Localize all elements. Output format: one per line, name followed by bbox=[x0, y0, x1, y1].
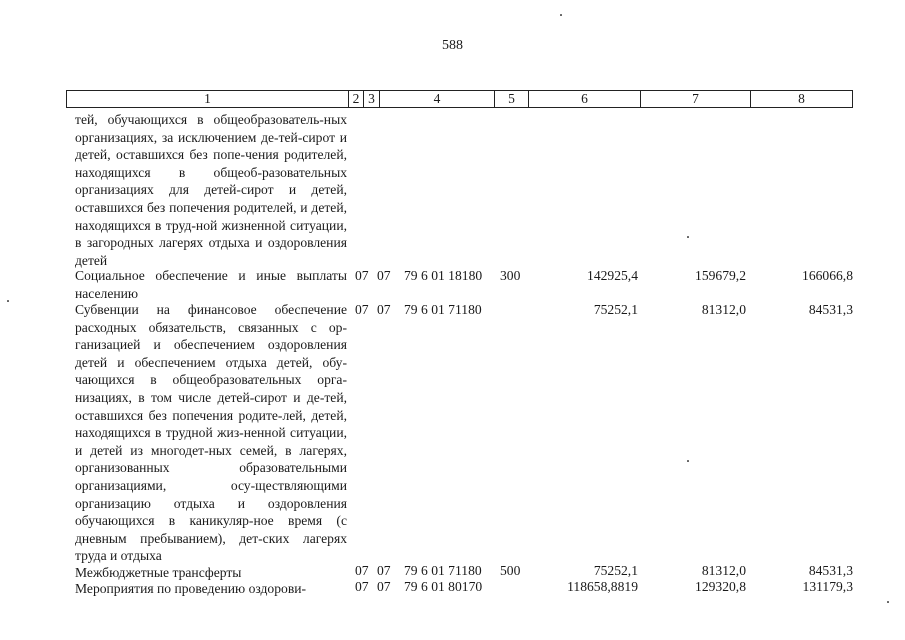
scan-speck bbox=[887, 601, 889, 603]
amount-col-8: 166066,8 bbox=[802, 268, 853, 283]
target-article-code: 79 6 01 71180 bbox=[404, 302, 482, 317]
table-row-description: Социальное обеспечение и иные выплаты населению bbox=[75, 268, 347, 301]
subsection-code: 07 bbox=[377, 268, 391, 283]
amount-col-6: 142925,4 bbox=[587, 268, 638, 283]
amount-col-6: 118658,8819 bbox=[567, 579, 638, 594]
column-header-5: 5 bbox=[508, 91, 515, 106]
section-code: 07 bbox=[355, 579, 369, 594]
table-row-description: Субвенции на финансовое обеспечение расходных обязательств, связанных с ор-ганизацией и обеспечением оздоровления детей и обеспечением отдыха детей, обу-чающихся в общеобразовательных орга-низациях, в том числе детей-сирот и де-тей, оставшихся без попечения родите-лей, детей, находящихся в трудной жиз-ненной ситуации, и детей из многодет-ных семей, в лагерях, организованных образовательными организациями, осу-ществляющими организацию отдыха и оздоровления обучающихся в каникуляр-ное время (с дневным пребыванием), дет-ских лагерях труда и отдыха bbox=[75, 302, 347, 564]
section-code: 07 bbox=[355, 563, 369, 578]
scan-speck bbox=[560, 14, 562, 16]
amount-col-7: 159679,2 bbox=[695, 268, 746, 283]
target-article-code: 79 6 01 18180 bbox=[404, 268, 483, 283]
expense-type-code: 500 bbox=[500, 563, 521, 578]
column-header-6: 6 bbox=[581, 91, 588, 106]
expense-type-code: 300 bbox=[500, 268, 521, 283]
scan-speck bbox=[687, 460, 689, 462]
amount-col-7: 81312,0 bbox=[701, 302, 746, 317]
scan-speck bbox=[687, 236, 689, 238]
table-row-description: Мероприятия по проведению оздорови- bbox=[75, 581, 307, 596]
column-header-8: 8 bbox=[798, 91, 805, 106]
scan-speck bbox=[7, 300, 9, 302]
subsection-code: 07 bbox=[377, 579, 391, 594]
amount-col-8: 84531,3 bbox=[808, 302, 853, 317]
amount-col-6: 75252,1 bbox=[593, 302, 638, 317]
table-row-description: Межбюджетные трансферты bbox=[75, 565, 242, 580]
subsection-code: 07 bbox=[377, 563, 391, 578]
amount-col-7: 81312,0 bbox=[701, 563, 746, 578]
amount-col-6: 75252,1 bbox=[593, 563, 638, 578]
table-header bbox=[66, 90, 853, 108]
section-code: 07 bbox=[355, 302, 369, 317]
target-article-code: 79 6 01 80170 bbox=[404, 579, 483, 594]
column-header-2: 2 bbox=[352, 91, 360, 106]
column-header-1: 1 bbox=[204, 91, 211, 106]
column-header-3: 3 bbox=[368, 91, 375, 106]
section-code: 07 bbox=[355, 268, 369, 283]
subsection-code: 07 bbox=[377, 302, 391, 317]
target-article-code: 79 6 01 71180 bbox=[404, 563, 482, 578]
amount-col-8: 84531,3 bbox=[808, 563, 853, 578]
page-number: 588 bbox=[442, 38, 463, 53]
amount-col-8: 131179,3 bbox=[802, 579, 853, 594]
amount-col-7: 129320,8 bbox=[695, 579, 746, 594]
table-row-description: тей, обучающихся в общеобразователь-ных организациях, за исключением де-тей-сирот и детей, оставшихся без попе-чения родителей, находящихся в общеоб-разовательных организациях для детей-сирот и детей, оставшихся без попечения родителей, и детей, находящихся в труд-ной жизненной ситуации, в загородных лагерях отдыха и оздоровления детей bbox=[75, 112, 347, 268]
column-header-4: 4 bbox=[433, 91, 441, 106]
column-header-7: 7 bbox=[692, 91, 699, 106]
